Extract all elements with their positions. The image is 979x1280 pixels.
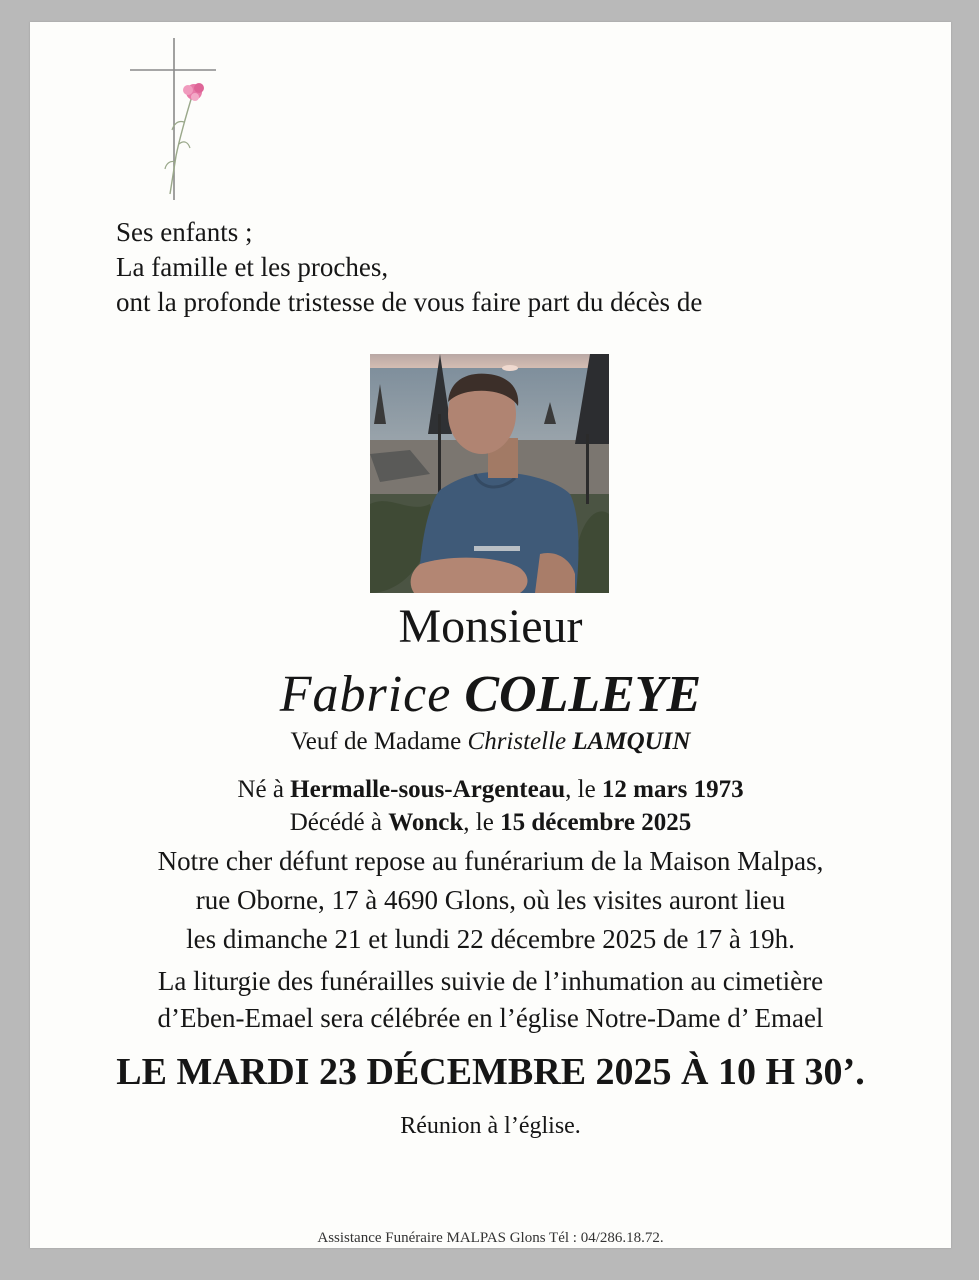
death-date: 15 décembre 2025	[500, 809, 692, 836]
death-prefix: Décédé à	[289, 809, 383, 836]
paragraph-line: La liturgie des funérailles suivie de l’inhumation au cimetière	[157, 966, 824, 996]
funerarium-paragraph	[30, 842, 951, 959]
death-place: Wonck	[388, 809, 464, 836]
death-notice-sheet	[30, 22, 951, 1248]
intro-text	[116, 215, 702, 320]
spouse-last-name: LAMQUIN	[572, 728, 691, 755]
birth-prefix: Né à	[237, 776, 284, 803]
cross-with-carnation-icon	[128, 36, 228, 206]
death-sep: , le	[463, 809, 494, 836]
birth-date: 12 mars 1973	[601, 776, 744, 803]
deceased-name	[30, 664, 951, 726]
paragraph-line: d’Eben-Emael sera célébrée en l’église Notre-Dame d’ Emael	[157, 1003, 824, 1033]
portrait-photo	[370, 354, 609, 593]
intro-line: ont la profonde tristesse de vous faire part du décès de	[116, 287, 703, 317]
birth-line	[30, 774, 951, 806]
intro-line: Ses enfants ;	[116, 217, 253, 247]
ceremony-date: LE MARDI 23 DÉCEMBRE 2025 À 10 H 30’.	[116, 1051, 865, 1093]
paragraph-line: rue Oborne, 17 à 4690 Glons, où les visites auront lieu	[195, 885, 786, 915]
death-line	[30, 807, 951, 839]
deceased-first-name: Fabrice	[279, 666, 452, 723]
paragraph-line: Notre cher défunt repose au funérarium de la Maison Malpas,	[157, 846, 824, 876]
widower-line	[30, 725, 951, 759]
meeting-note: Réunion à l’église.	[400, 1113, 581, 1139]
funeral-home-footer: Assistance Funéraire MALPAS Glons Tél : 04/286.18.72.	[317, 1230, 664, 1246]
spouse-first-name: Christelle	[467, 728, 567, 755]
intro-line: La famille et les proches,	[116, 252, 389, 282]
title: Monsieur	[398, 600, 583, 653]
deceased-last-name: COLLEYE	[464, 666, 702, 723]
birth-sep: , le	[565, 776, 596, 803]
paragraph-line: les dimanche 21 et lundi 22 décembre 2025 de 17 à 19h.	[186, 924, 795, 954]
liturgy-paragraph	[30, 963, 951, 1037]
birth-place: Hermalle-sous-Argenteau	[290, 776, 566, 803]
widower-prefix: Veuf de Madame	[290, 728, 462, 755]
